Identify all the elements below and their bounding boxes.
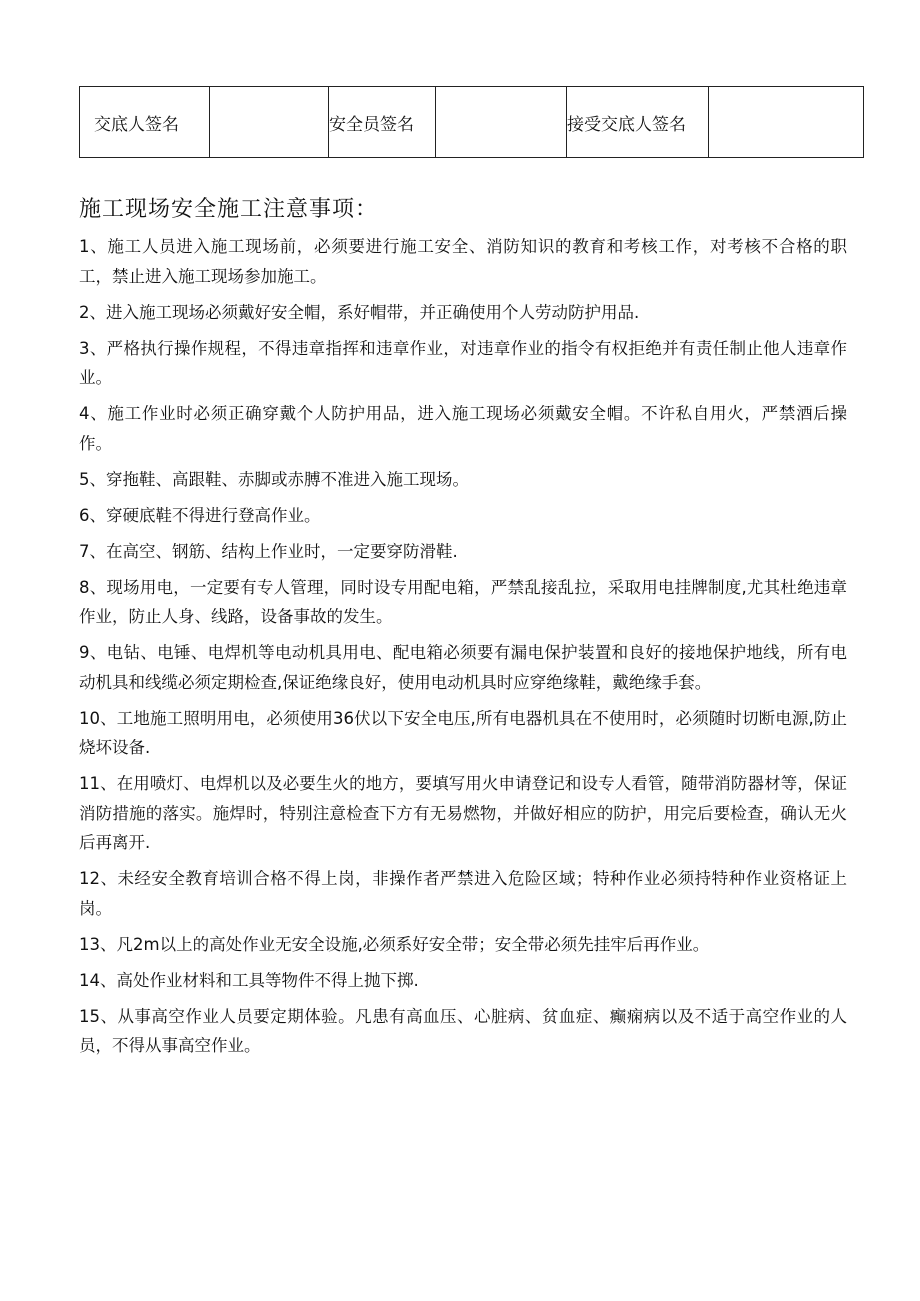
list-item: 8、现场用电，一定要有专人管理，同时设专用配电箱，严禁乱接乱拉，采取用电挂牌制度,尤其杜绝违章作业，防止人身、线路，设备事故的发生。	[79, 577, 847, 626]
safety-officer-signature-field[interactable]	[436, 87, 567, 158]
discloser-signature-label: 交底人签名	[80, 87, 210, 158]
list-item: 6、穿硬底鞋不得进行登高作业。	[79, 505, 321, 525]
list-item: 4、施工作业时必须正确穿戴个人防护用品，进入施工现场必须戴安全帽。不许私自用火，严禁酒后操作。	[79, 404, 847, 453]
list-item: 3、严格执行操作规程，不得违章指挥和违章作业，对违章作业的指令有权拒绝并有责任制止他人违章作业。	[79, 338, 847, 387]
signature-table	[79, 86, 864, 158]
list-item: 15、从事高空作业人员要定期体验。凡患有高血压、心脏病、贫血症、癫痫病以及不适于高空作业的人员，不得从事高空作业。	[79, 1006, 847, 1055]
list-item: 9、电钻、电锤、电焊机等电动机具用电、配电箱必须要有漏电保护装置和良好的接地保护地线，所有电动机具和线缆必须定期检查,保证绝缘良好，使用电动机具时应穿绝缘鞋，戴绝缘手套。	[79, 643, 847, 692]
receiver-signature-field[interactable]	[709, 87, 864, 158]
list-item: 10、工地施工照明用电，必须使用36伏以下安全电压,所有电器机具在不使用时，必须随时切断电源,防止烧坏设备.	[79, 708, 847, 757]
list-item: 1、施工人员进入施工现场前，必须要进行施工安全、消防知识的教育和考核工作，对考核不合格的职工，禁止进入施工现场参加施工。	[79, 237, 847, 286]
list-item: 5、穿拖鞋、高跟鞋、赤脚或赤膊不准进入施工现场。	[79, 469, 469, 489]
section-heading: 施工现场安全施工注意事项：	[79, 197, 379, 222]
list-item: 11、在用喷灯、电焊机以及必要生火的地方，要填写用火申请登记和设专人看管，随带消防器材等，保证消防措施的落实。施焊时，特别注意检查下方有无易燃物，并做好相应的防护，用完后要检查，确认无火后再离开.	[79, 774, 847, 852]
list-item: 13、凡2m以上的高处作业无安全设施,必须系好安全带；安全带必须先挂牢后再作业。	[79, 934, 710, 954]
safety-officer-signature-label: 安全员签名	[329, 87, 436, 158]
signature-row	[80, 87, 864, 158]
list-item: 2、进入施工现场必须戴好安全帽，系好帽带，并正确使用个人劳动防护用品.	[79, 302, 640, 322]
list-item: 14、高处作业材料和工具等物件不得上抛下掷.	[79, 970, 419, 990]
receiver-signature-label: 接受交底人签名	[567, 87, 709, 158]
safety-items-list	[79, 232, 847, 1067]
list-item: 12、未经安全教育培训合格不得上岗，非操作者严禁进入危险区域；特种作业必须持特种作业资格证上岗。	[79, 869, 847, 918]
discloser-signature-field[interactable]	[210, 87, 329, 158]
list-item: 7、在高空、钢筋、结构上作业时，一定要穿防滑鞋.	[79, 541, 458, 561]
